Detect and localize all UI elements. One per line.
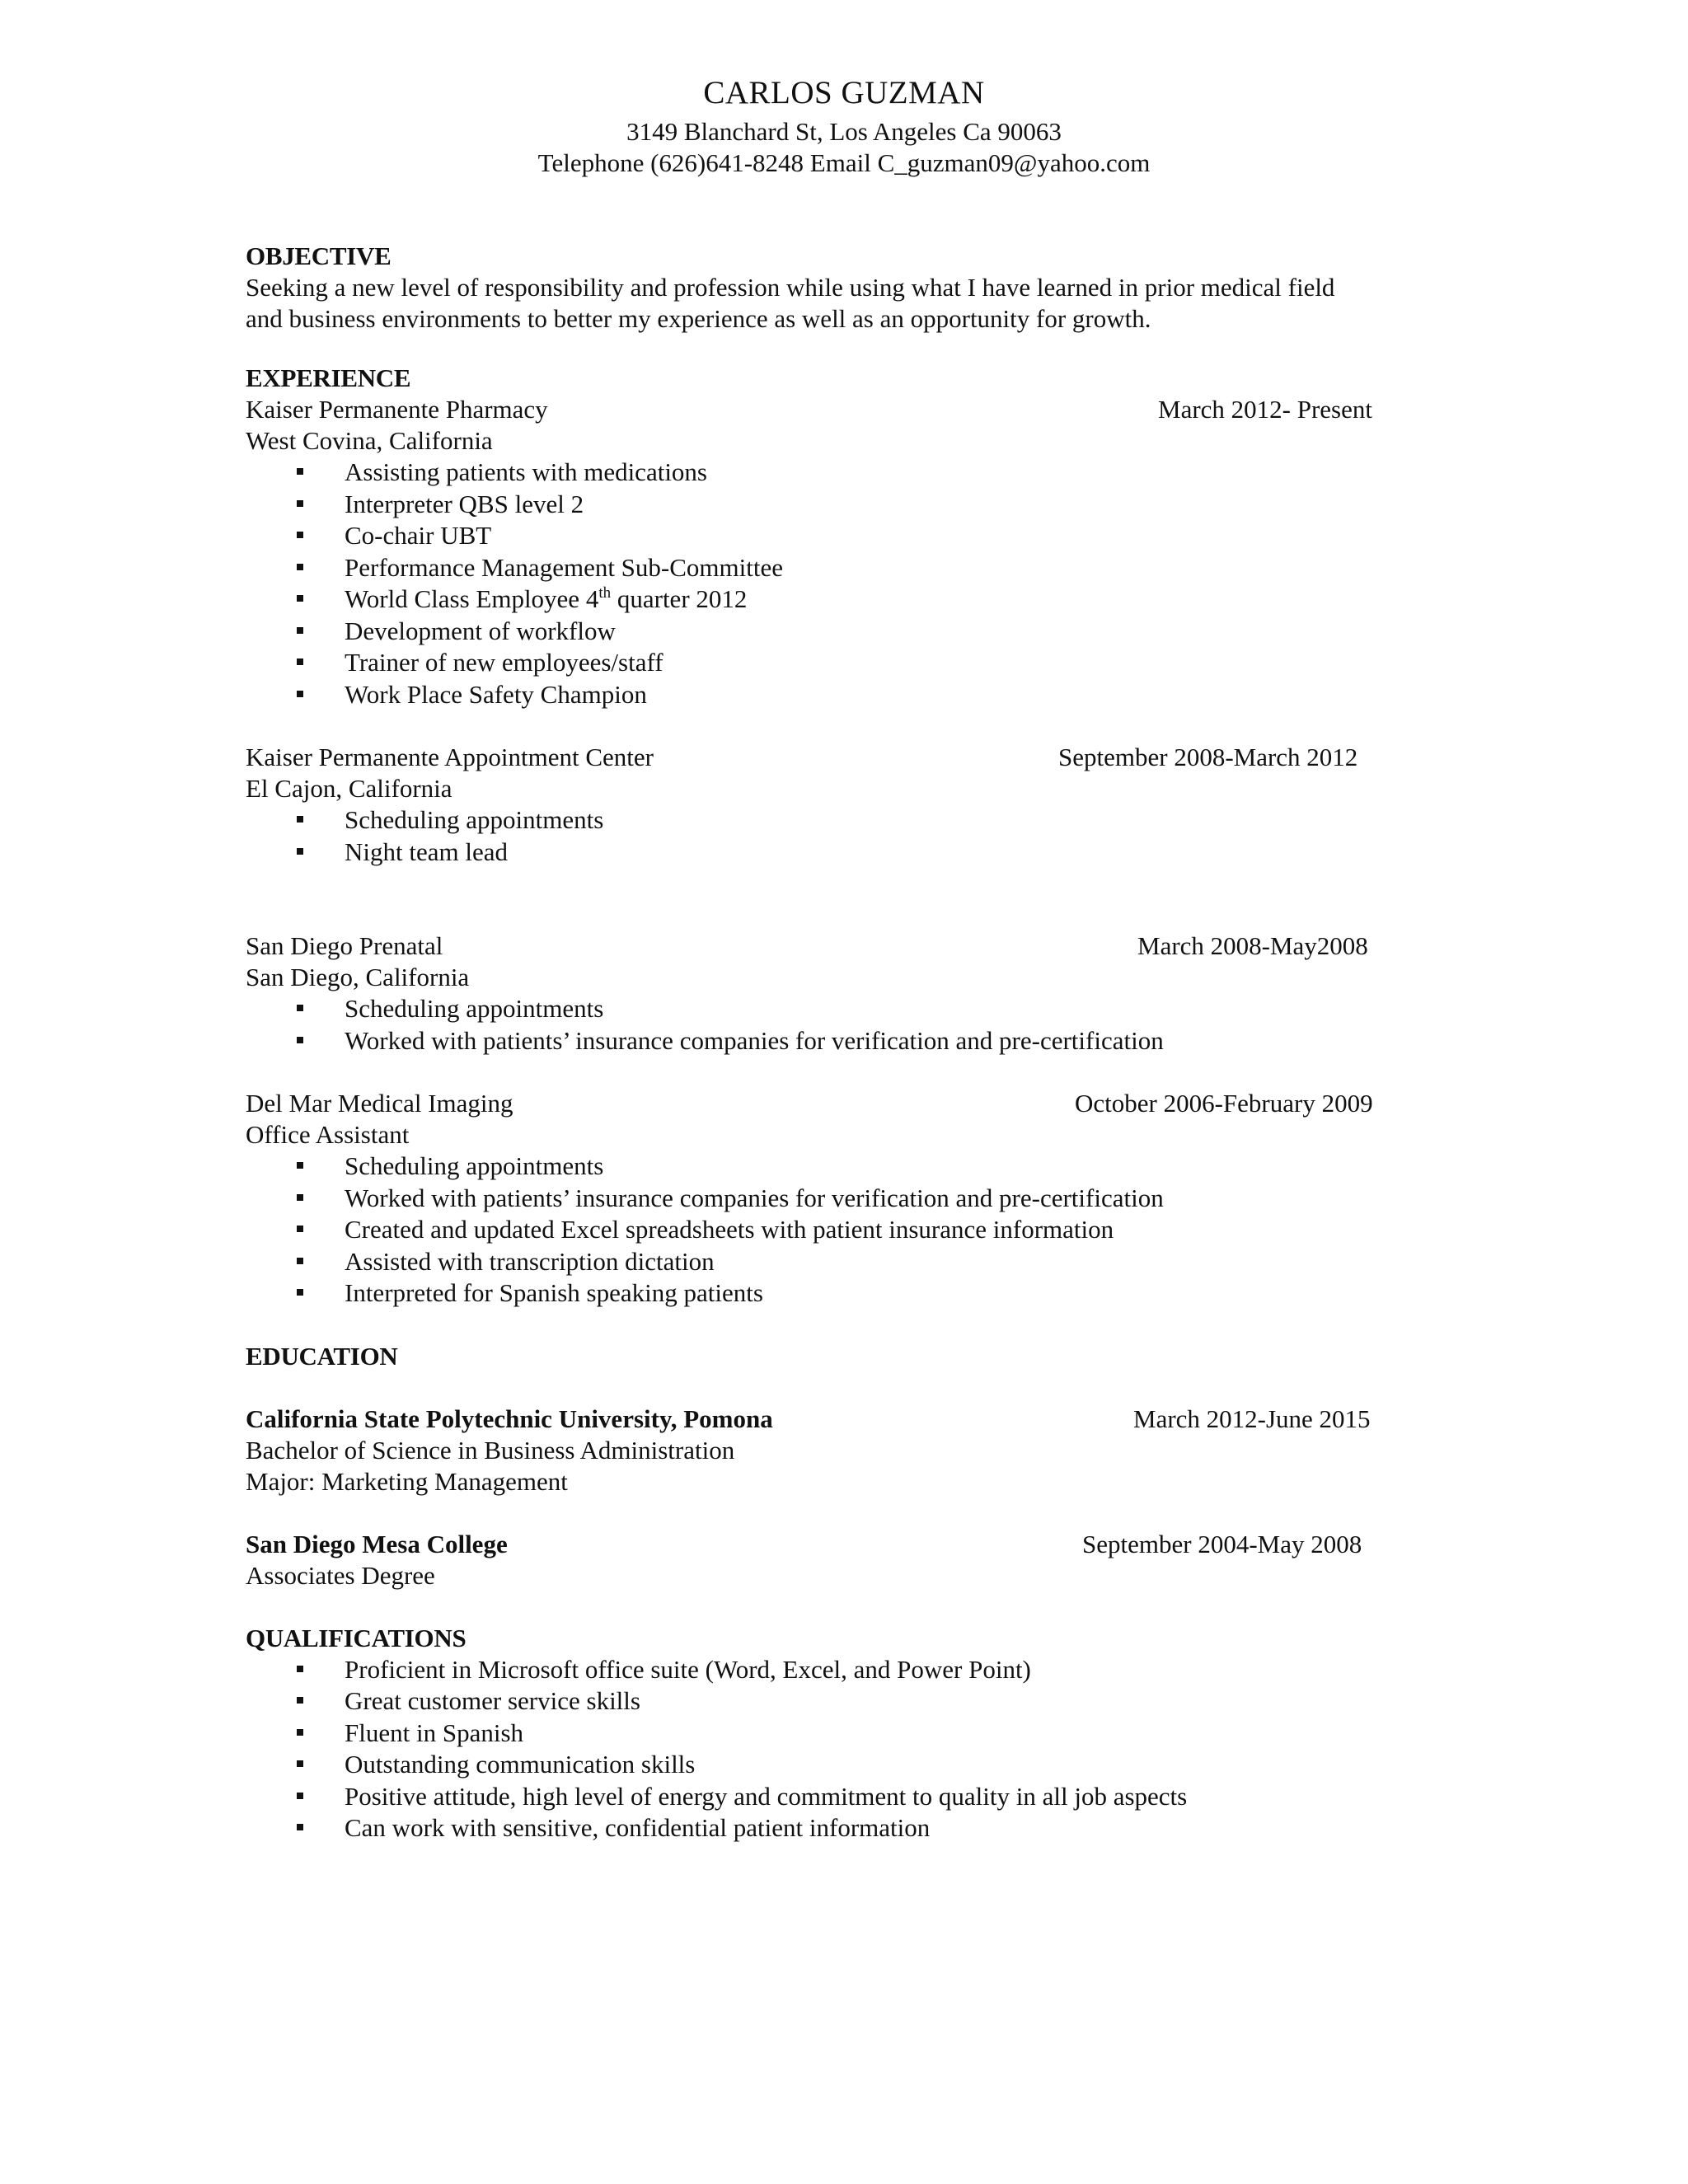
list-item: Trainer of new employees/staff — [246, 647, 1416, 679]
job-company: Kaiser Permanente Pharmacy — [246, 395, 548, 424]
job-dates: October 2006-February 2009 — [1075, 1089, 1373, 1118]
list-item: World Class Employee 4th quarter 2012 — [246, 583, 1416, 616]
list-item: Scheduling appointments — [246, 1151, 1416, 1183]
job-company: Kaiser Permanente Appointment Center — [246, 743, 654, 771]
job-dates: September 2008-March 2012 — [1058, 743, 1358, 771]
list-item: Assisting patients with medications — [246, 457, 1416, 489]
square-bullet-icon — [297, 1760, 303, 1767]
qualifications-heading: QUALIFICATIONS — [246, 1623, 467, 1652]
job-dates: March 2008-May2008 — [1137, 931, 1368, 960]
list-item: Proficient in Microsoft office suite (Word, Excel, and Power Point) — [246, 1654, 1416, 1686]
square-bullet-icon — [297, 1666, 303, 1672]
list-item: Night team lead — [246, 837, 1416, 869]
education-heading: EDUCATION — [246, 1341, 398, 1371]
square-bullet-icon — [297, 1194, 303, 1201]
job-dates: March 2012- Present — [1158, 395, 1372, 424]
candidate-name: CARLOS GUZMAN — [703, 75, 985, 110]
list-item: Interpreter QBS level 2 — [246, 489, 1416, 521]
square-bullet-icon — [297, 532, 303, 538]
square-bullet-icon — [297, 658, 303, 665]
list-item: Scheduling appointments — [246, 804, 1416, 837]
list-item: Co-chair UBT — [246, 520, 1416, 552]
list-item: Worked with patients’ insurance companies for verification and pre-certification — [246, 1183, 1416, 1215]
list-item: Fluent in Spanish — [246, 1718, 1416, 1750]
list-item: Work Place Safety Champion — [246, 679, 1416, 711]
job-header — [246, 394, 1416, 425]
job-header — [246, 742, 1416, 773]
objective-heading: OBJECTIVE — [246, 241, 392, 270]
square-bullet-icon — [297, 1037, 303, 1043]
square-bullet-icon — [297, 1289, 303, 1296]
job-company: Del Mar Medical Imaging — [246, 1089, 513, 1118]
job-location: El Cajon, California — [246, 774, 452, 803]
square-bullet-icon — [297, 1162, 303, 1169]
square-bullet-icon — [297, 595, 303, 602]
list-item: Interpreted for Spanish speaking patients — [246, 1277, 1416, 1310]
square-bullet-icon — [297, 564, 303, 570]
list-item: Development of workflow — [246, 616, 1416, 648]
list-item: Can work with sensitive, confidential patient information — [246, 1812, 1416, 1844]
school-degree: Associates Degree — [246, 1560, 435, 1590]
list-item: Worked with patients’ insurance companies for verification and pre-certification — [246, 1025, 1416, 1057]
school-name: California State Polytechnic University, Pomona — [246, 1404, 773, 1433]
school-degree: Bachelor of Science in Business Administration — [246, 1435, 735, 1465]
job-location: San Diego, California — [246, 963, 470, 991]
candidate-address: 3149 Blanchard St, Los Angeles Ca 90063 — [626, 117, 1062, 146]
experience-heading: EXPERIENCE — [246, 363, 411, 392]
square-bullet-icon — [297, 1697, 303, 1704]
square-bullet-icon — [297, 1005, 303, 1011]
job-location: West Covina, California — [246, 426, 493, 455]
square-bullet-icon — [297, 1793, 303, 1799]
job-duties-list — [246, 457, 1416, 710]
square-bullet-icon — [297, 500, 303, 507]
square-bullet-icon — [297, 691, 303, 697]
square-bullet-icon — [297, 468, 303, 475]
list-item: Scheduling appointments — [246, 993, 1416, 1025]
list-item: Outstanding communication skills — [246, 1749, 1416, 1781]
square-bullet-icon — [297, 1258, 303, 1264]
objective-text-line-1: Seeking a new level of responsibility and profession while using what I have learned in prior medical field — [246, 273, 1335, 302]
list-item: Positive attitude, high level of energy and commitment to quality in all job aspects — [246, 1781, 1416, 1813]
resume-body — [246, 241, 1416, 1844]
list-item: Performance Management Sub-Committee — [246, 552, 1416, 584]
job-company: San Diego Prenatal — [246, 931, 443, 960]
square-bullet-icon — [297, 848, 303, 855]
list-item: Created and updated Excel spreadsheets with patient insurance information — [246, 1214, 1416, 1246]
list-item: Great customer service skills — [246, 1685, 1416, 1718]
job-location: Office Assistant — [246, 1120, 410, 1149]
school-name: San Diego Mesa College — [246, 1529, 508, 1558]
school-dates: March 2012-June 2015 — [1133, 1404, 1371, 1433]
school-header — [246, 1404, 1416, 1435]
square-bullet-icon — [297, 1226, 303, 1232]
candidate-contact: Telephone (626)641-8248 Email C_guzman09@yahoo.com — [537, 148, 1151, 177]
square-bullet-icon — [297, 627, 303, 634]
square-bullet-icon — [297, 816, 303, 823]
job-duties-list — [246, 1151, 1416, 1310]
job-duties-list — [246, 804, 1416, 868]
qualifications-list — [246, 1654, 1416, 1844]
list-item: Assisted with transcription dictation — [246, 1246, 1416, 1278]
square-bullet-icon — [297, 1824, 303, 1830]
school-header — [246, 1529, 1416, 1560]
job-header — [246, 1088, 1416, 1119]
objective-text-line-2: and business environments to better my experience as well as an opportunity for growth. — [246, 304, 1151, 333]
school-dates: September 2004-May 2008 — [1082, 1529, 1362, 1558]
square-bullet-icon — [297, 1729, 303, 1736]
job-duties-list — [246, 993, 1416, 1057]
school-major: Major: Marketing Management — [246, 1466, 568, 1496]
job-header — [246, 930, 1416, 962]
